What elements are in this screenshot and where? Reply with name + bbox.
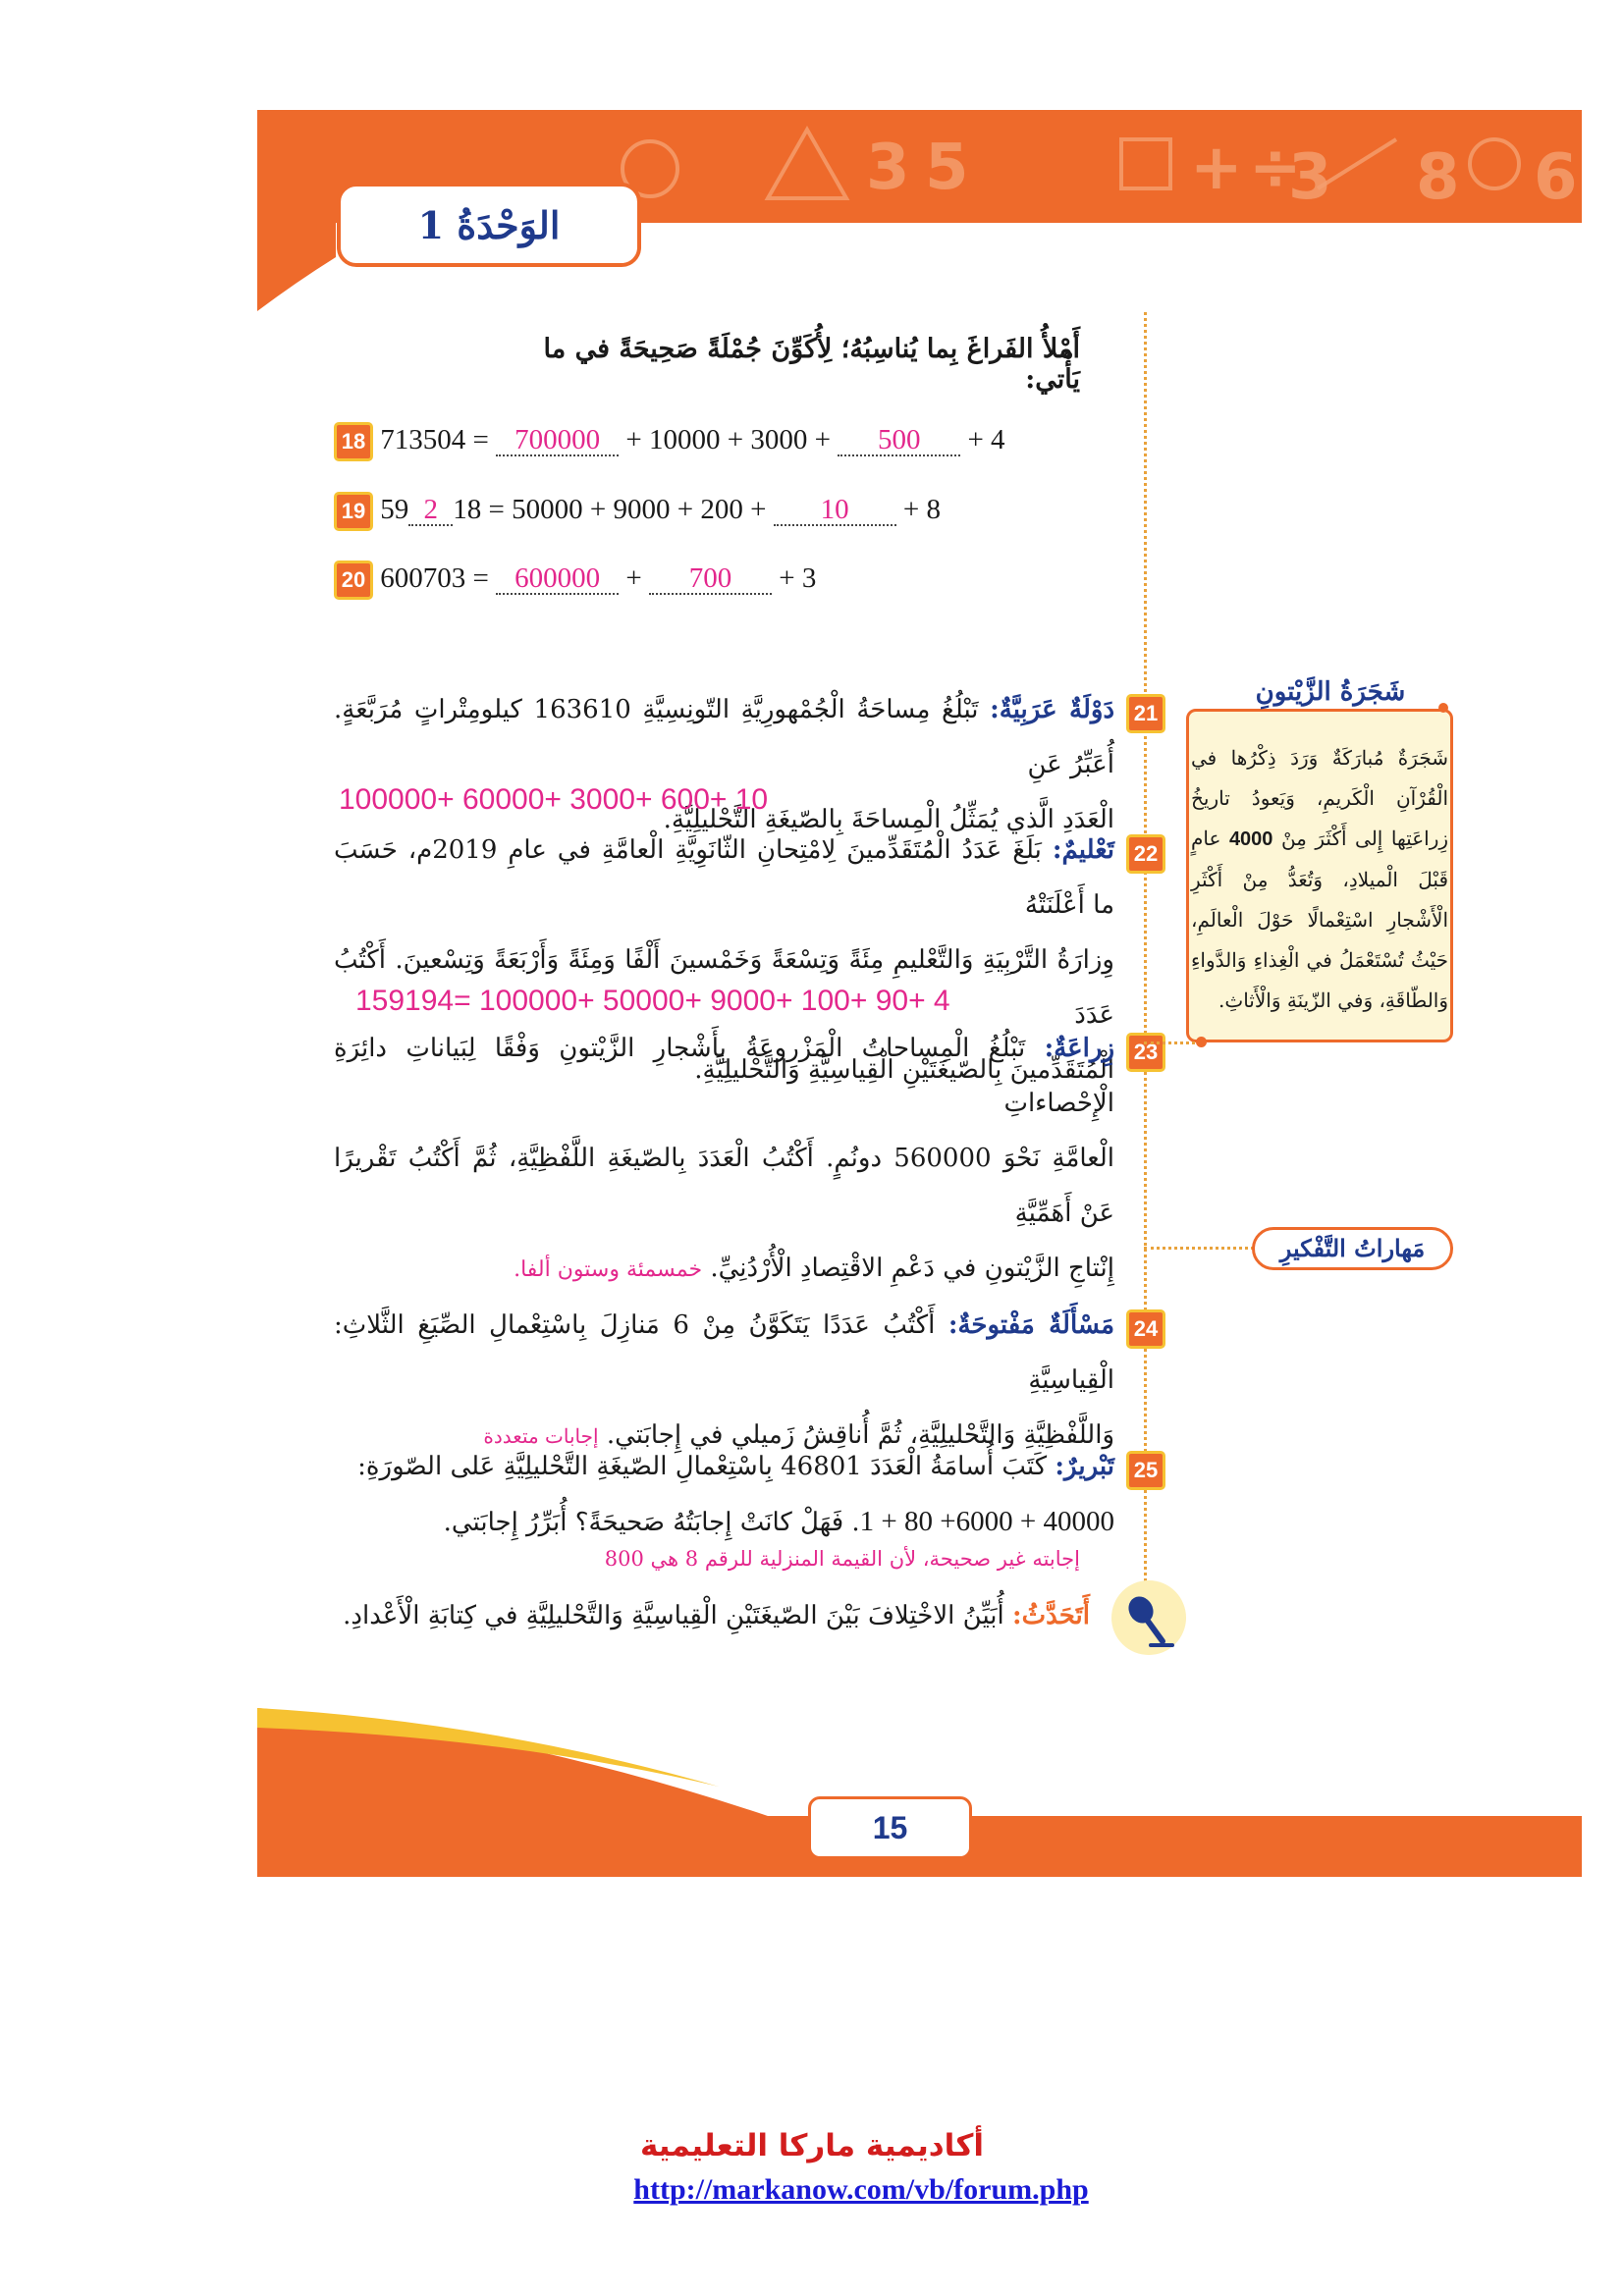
problem-lead: تَعْليمٌ: [1052, 835, 1114, 865]
olive-tree-text [1191, 738, 1448, 1021]
olive-tree-title: شَجَرَةُ الزَّيْتونِ [1237, 677, 1424, 707]
microphone-icon [1111, 1580, 1186, 1655]
answer-blank[interactable]: 700000 [496, 425, 619, 456]
answer-24: إجابات متعددة [483, 1424, 599, 1448]
problem-number-badge: 24 [1126, 1309, 1165, 1349]
answer-25: إجابته غير صحيحة، لأن القيمة المنزلية للرقم 8 هي 800 [604, 1547, 1080, 1571]
svg-text:6: 6 [1534, 141, 1578, 214]
problem-text: الْعامَّةِ نَحْوَ 560000 دونُمٍ. أَكْتُبُ الْعَدَدَ بِالصّيغَةِ اللَّفْظِيَّةِ، ثُمَّ أَكْتُبُ تَقْريرًا عَنْ أَهَمِّيَّةِ [334, 1144, 1114, 1228]
answer-blank[interactable]: 2 [408, 495, 453, 526]
equation-text: 18 [453, 494, 482, 525]
problem-text: وَاللَّفْظِيَّةِ وَالتَّحْليلِيَّةِ، ثُمَّ أُناقِشُ زَميلي في إِجابَتي. [606, 1420, 1114, 1450]
connector-line [1144, 1247, 1254, 1250]
problem-text: تَبْلُغُ الْمِساحاتُ الْمَزْروعَةُ بِأَشْجارِ الزَّيْتونِ وَفْقًا لِبَياناتِ دائِرَةِ الْإِحْصاءاتِ [334, 1034, 1114, 1118]
unit-title: الوَحْدَةُ 1 [337, 183, 641, 267]
answer-blank[interactable]: 600000 [496, 563, 619, 595]
equation-text: 59 [380, 494, 409, 525]
equation-text: + [625, 562, 642, 594]
thinking-skills-heading: مَهاراتُ التَّفْكيرِ [1252, 1227, 1453, 1270]
header-wedge [257, 110, 336, 311]
answer-22: 159194= 100000+ 50000+ 9000+ 100+ 90+ 4 [355, 985, 950, 1017]
problem-text: بَلَغَ عَدَدُ الْمُتَقَدِّمينَ لِامْتِحانِ الثّانَوِيَّةِ الْعامَّةِ في عامِ 2019م، حَسَبَ ما أَعْلَنَتْهُ [334, 835, 1114, 920]
problem-text: وِزارَةُ التَّرْبِيَةِ وَالتَّعْليمِ مِئَةً وَتِسْعَةً وَخَمْسينَ أَلْفًا وَمِئَةً وَأَرْبَعَةً وَتِسْعينَ. أَكْتُبُ عَدَدَ [334, 945, 1114, 1030]
equation-text: + 4 [967, 424, 1005, 455]
problem-lead: زِراعَةٌ: [1044, 1034, 1114, 1063]
fact-text: عامٍ قَبْلَ الْميلادِ، وَتُعَدُّ مِنْ أَكْثَرِ الْأَشْجارِ اسْتِعْمالًا حَوْلَ الْعالَمِ، حَيْثُ تُسْتَعْمَلُ في الْغِذاءِ وَالدَّواءِ وَالطّاقَةِ، وَفي الزّينَةِ وَالْأَثاثِ. [1191, 827, 1448, 1012]
bullet-dot [1196, 1037, 1207, 1047]
talk-prompt [334, 1588, 1090, 1643]
equation-text: 600703 = [380, 562, 489, 594]
problem-text: إِنْتاجِ الزَّيْتونِ في دَعْمِ الاقْتِصادِ الْأُرْدُنِيِّ. [710, 1254, 1114, 1283]
svg-text:8: 8 [1416, 141, 1460, 214]
svg-text:÷: ÷ [1249, 132, 1302, 204]
problem-number-badge: 20 [334, 561, 373, 600]
equation-19 [334, 492, 941, 531]
problem-number-badge: 23 [1126, 1033, 1165, 1072]
instruction-heading: أَمْلأُ الفَراغَ بِما يُناسِبُهُ؛ لِأُكَوِّنَ جُمْلَةً صَحِيحَةً في ما يَأْتي: [543, 334, 1080, 395]
problem-lead: دَوْلَةٌ عَرَبِيَّةٌ: [990, 695, 1115, 724]
problem-text: . فَهَلْ كانَتْ إِجابَتُهُ صَحيحَةً؟ أُبَرِّرُ إِجابَتي. [443, 1508, 860, 1537]
academy-name: أكاديمية ماركا التعليمية [640, 2128, 984, 2163]
answer-blank[interactable]: 700 [649, 563, 772, 595]
equation-text: 713504 = [380, 424, 489, 455]
problem-text: تَبْلُغُ مِساحَةُ الْجُمْهورِيَّةِ التّونِسِيَّةِ 163610 كيلومِتْراتٍ مُرَبَّعَةٍ. أُعَبِّرُ عَنِ [334, 695, 1114, 779]
equation-text: = 50000 + 9000 + 200 + [488, 494, 767, 525]
answer-blank[interactable]: 10 [774, 495, 896, 526]
problem-number-badge: 22 [1126, 834, 1165, 874]
problem-text: كَتَبَ أُسامَةُ الْعَدَدَ 46801 بِاسْتِعْمالِ الصّيغَةِ التَّحْليلِيَّةِ عَلى الصّورَةِ: [357, 1452, 1048, 1481]
problem-lead: تَبْريرٌ: [1055, 1452, 1114, 1481]
problem-number-badge: 25 [1126, 1451, 1165, 1490]
problem-text: أَكْتُبُ عَدَدًا يَتَكَوَّنُ مِنْ 6 مَنازِلَ بِاسْتِعْمالِ الصِّيَغِ الثَّلاثِ: الْقِياسِيَّةِ [334, 1310, 1114, 1395]
page-number: 15 [808, 1796, 972, 1859]
equation-text: + 10000 + 3000 + [625, 424, 831, 455]
svg-text:+: + [1190, 132, 1243, 204]
problem-number-badge: 21 [1126, 694, 1165, 733]
bullet-dot [1438, 703, 1448, 713]
svg-text:3: 3 [866, 132, 910, 204]
svg-text:3: 3 [1288, 141, 1332, 214]
problem-text: الْعَدَدِ الَّذي يُمَثِّلُ الْمِساحَةَ بِالصّيغَةِ التَّحْليلِيَّةِ. [663, 805, 1114, 834]
answer-21: 100000+ 60000+ 3000+ 600+ 10 [339, 783, 769, 816]
fact-number: 4000 [1228, 828, 1273, 850]
problem-text: الْمُتَقَدِّمينَ بِالصّيغَتَيْنِ الْقِياسِيَّةِ وَالتَّحْليلِيَّةِ. [694, 1055, 1114, 1085]
problem-23 [334, 1021, 1114, 1298]
problem-25 [334, 1439, 1114, 1550]
talk-lead: أَتَحَدَّثُ: [1012, 1601, 1090, 1630]
equation-20 [334, 561, 816, 600]
connector-line [1144, 1041, 1201, 1044]
academy-link[interactable]: http://markanow.com/vb/forum.php [633, 2173, 1089, 2206]
fact-text: شَجَرَةٌ مُبارَكَةٌ وَرَدَ ذِكْرُها في الْقُرْآنِ الْكَريمِ، وَيَعودُ تاريخُ زِراعَتِها إِلى أَكْثَرَ مِنْ [1191, 746, 1449, 850]
problem-number-badge: 18 [334, 422, 373, 461]
answer-blank[interactable]: 500 [838, 425, 960, 456]
svg-text:5: 5 [925, 132, 969, 204]
problem-number-badge: 19 [334, 492, 373, 531]
problem-lead: مَسْأَلَةٌ مَفْتوحَةٌ: [947, 1310, 1115, 1340]
equation-text: + 3 [779, 562, 817, 594]
answer-23: خمسمئة وستون ألفا. [514, 1257, 703, 1282]
equation-18 [334, 422, 1005, 461]
expansion-expression: 1 + 80 +6000 + 40000 [859, 1506, 1114, 1537]
talk-text: أُبَيِّنُ الاخْتِلافَ بَيْنَ الصّيغَتَيْنِ الْقِياسِيَّةِ وَالتَّحْليلِيَّةِ في كِتابَةِ الْأَعْدادِ. [343, 1601, 1004, 1630]
equation-text: + 8 [902, 494, 942, 525]
